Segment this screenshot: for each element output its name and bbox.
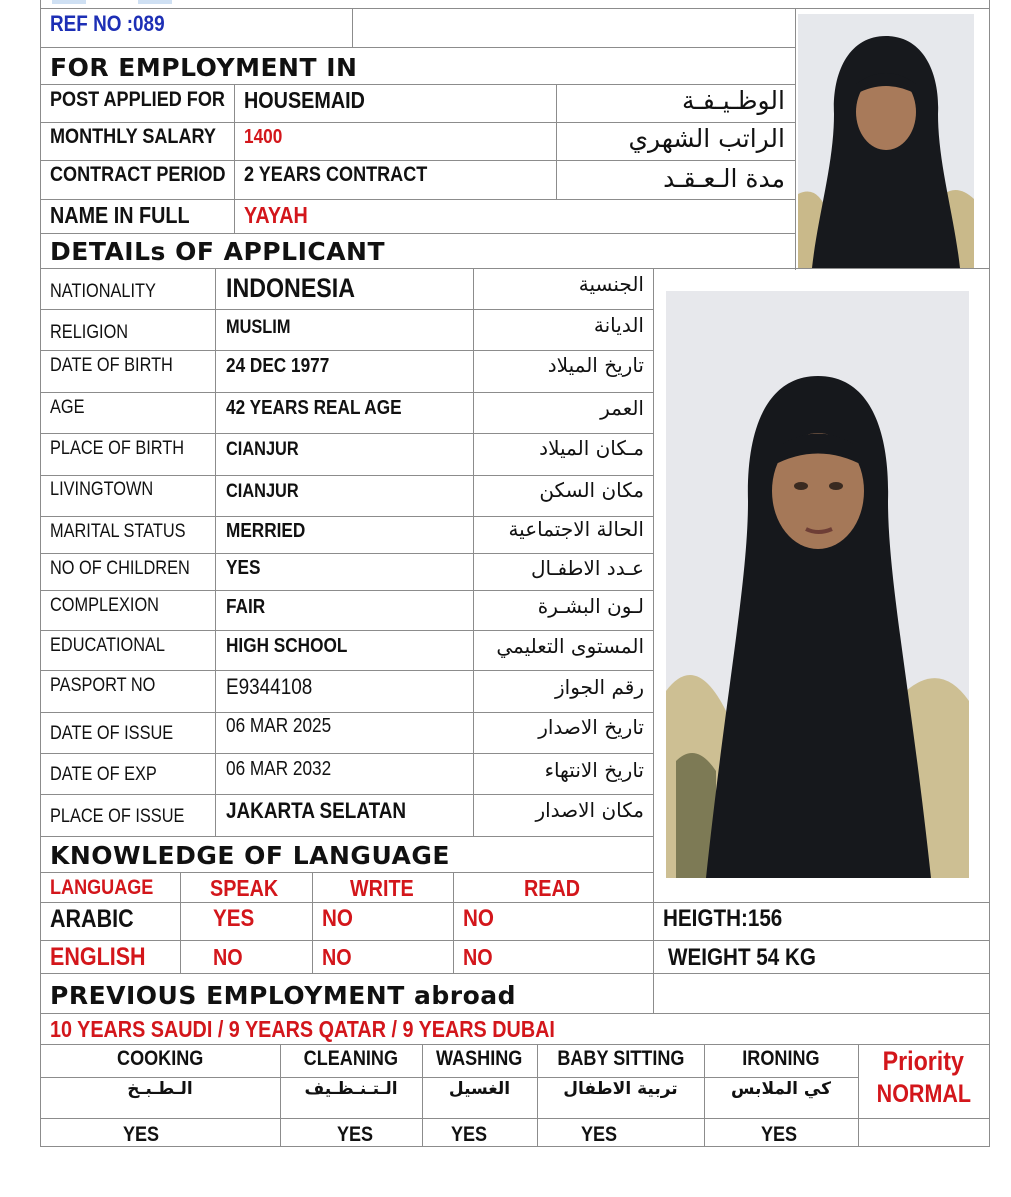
details-arabic: تاريخ الميلاد [547,353,644,377]
skill-value: YES [451,1123,488,1146]
details-value: 42 YEARS REAL AGE [226,397,402,419]
details-arabic: الجنسية [578,272,644,296]
details-label: MARITAL STATUS [50,521,186,542]
employment-label: CONTRACT PERIOD [50,163,226,186]
details-value: MUSLIM [226,317,291,338]
skill-arabic: الـتـنـظـيف [304,1079,398,1099]
details-value: JAKARTA SELATAN [226,798,407,823]
details-arabic: تاريخ الانتهاء [544,758,644,782]
language-read: NO [463,944,493,970]
details-value: MERRIED [226,520,306,542]
skill-english: WASHING [436,1047,523,1070]
details-value: CIANJUR [226,439,299,460]
details-label: PLACE OF BIRTH [50,438,185,459]
language-write: NO [322,905,353,932]
skill-arabic: كي الملابس [731,1079,831,1099]
priority-value: NORMAL [876,1080,971,1108]
language-header-language: LANGUAGE [50,876,154,899]
language-name: ARABIC [50,905,134,933]
details-label: PASPORT NO [50,675,156,696]
full-name-label: NAME IN FULL [50,202,190,228]
details-value: INDONESIA [226,273,356,303]
details-label: LIVINGTOWN [50,479,154,500]
skill-value: YES [122,1123,160,1146]
details-label: EDUCATIONAL [50,635,166,656]
details-value: HIGH SCHOOL [226,635,348,657]
weight-value: WEIGHT 54 KG [668,944,816,971]
skill-english: COOKING [116,1047,204,1070]
details-arabic: تاريخ الاصدار [538,715,644,739]
details-value: 06 MAR 2025 [226,715,332,737]
employment-arabic: الوظـيـفـة [682,86,785,115]
details-label: DATE OF EXP [50,764,157,785]
details-arabic: العمر [600,396,644,420]
details-label: RELIGION [50,322,129,343]
details-arabic: المستوى التعليمي [496,634,644,658]
language-header-read: READ [524,875,581,901]
language-header-speak: SPEAK [210,875,279,901]
skill-english: BABY SITTING [556,1047,685,1070]
employment-label: POST APPLIED FOR [50,88,225,111]
language-name: ENGLISH [50,943,146,971]
language-write: NO [322,944,352,970]
portrait-photo-large [666,291,969,878]
details-arabic: رقم الجواز [555,675,644,699]
employment-value: 1400 [244,126,283,148]
details-label: NATIONALITY [50,281,156,302]
employment-value: HOUSEMAID [244,87,365,113]
height-value: HEIGTH:156 [663,905,783,932]
details-value: 06 MAR 2032 [226,758,332,780]
employment-arabic: مدة الـعـقـد [663,164,785,193]
details-label: AGE [50,397,85,418]
employment-section-title: FOR EMPLOYMENT IN [50,53,358,82]
employment-value: 2 YEARS CONTRACT [244,163,428,186]
full-name-value: YAYAH [244,202,308,228]
skill-english: IRONING [742,1047,820,1070]
skill-value: YES [336,1123,374,1146]
ref-number: REF NO :089 [50,11,165,36]
skill-value: YES [581,1123,618,1146]
details-label: COMPLEXION [50,595,159,616]
previous-employment-text: 10 YEARS SAUDI / 9 YEARS QATAR / 9 YEARS DUBAI [50,1016,555,1042]
portrait-photo-small [798,14,974,268]
details-value: CIANJUR [226,481,299,502]
details-label: PLACE OF ISSUE [50,806,185,827]
skill-arabic: تربية الاطفال [563,1079,678,1099]
employment-arabic: الراتب الشهري [628,124,785,153]
language-section-title: KNOWLEDGE OF LANGUAGE [50,841,450,870]
details-arabic: الديانة [593,313,644,337]
details-value: YES [226,557,261,579]
skill-arabic: الـطـبـخ [127,1079,193,1099]
details-value: FAIR [226,596,266,618]
skill-arabic: الغسيل [448,1079,511,1099]
details-arabic: عـدد الاطفـال [530,556,644,580]
details-arabic: مكان الاصدار [535,798,644,822]
language-header-write: WRITE [350,875,414,901]
details-arabic: لـون البشـرة [537,594,644,618]
top-edge-marks [48,0,178,5]
details-label: DATE OF BIRTH [50,355,173,376]
language-read: NO [463,905,494,932]
details-value: E9344108 [226,674,313,699]
language-speak: NO [213,944,243,970]
skill-value: YES [760,1123,798,1146]
details-arabic: مكان السكن [539,478,644,502]
details-label: DATE OF ISSUE [50,723,174,744]
previous-employment-title: PREVIOUS EMPLOYMENT abroad [50,981,517,1010]
language-speak: YES [213,905,255,932]
employment-label: MONTHLY SALARY [50,125,216,148]
details-label: NO OF CHILDREN [50,558,190,579]
skill-english: CLEANING [303,1047,399,1070]
details-arabic: الحالة الاجتماعية [508,517,644,541]
priority-label: Priority [882,1046,965,1076]
details-arabic: مـكان الميلاد [539,436,644,460]
details-value: 24 DEC 1977 [226,355,330,377]
details-section-title: DETAILs OF APPLICANT [50,237,386,266]
